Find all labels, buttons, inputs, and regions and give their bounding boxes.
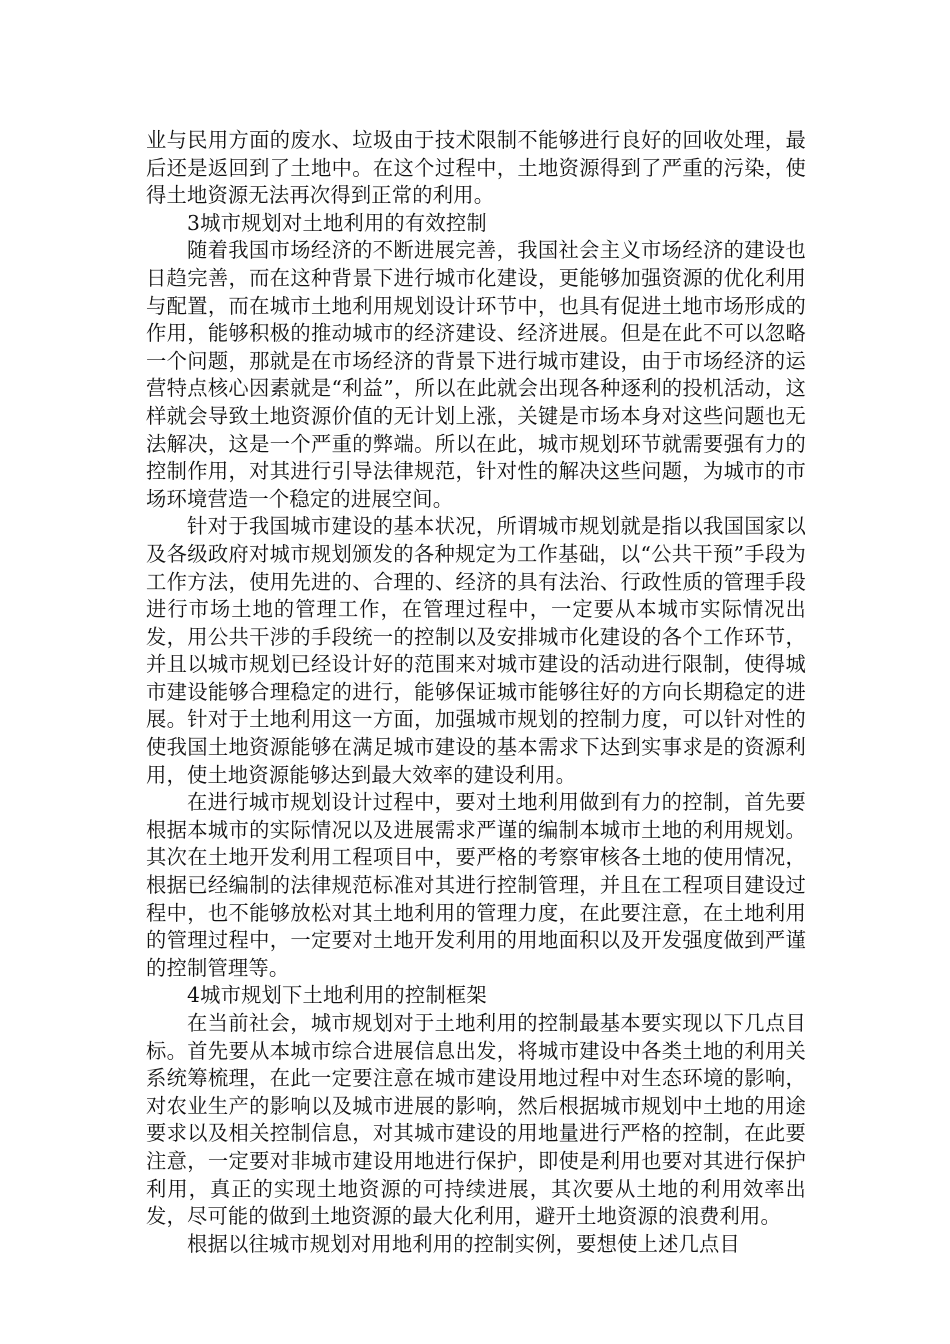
paragraph: 针对于我国城市建设的基本状况，所谓城市规划就是指以我国国家以及各级政府对城市规划颁发的各种规定为工作基础，以“公共干预”手段为工作方法，使用先进的、合理的、经济的具有法治、行政性质的管理手段进行市场土地的管理工作，在管理过程中，一定要从本城市实际情况出发，用公共干涉的手段统一的控制以及安排城市化建设的各个工作环节，并且以城市规划已经设计好的范围来对城市建设的活动进行限制，使得城市建设能够合理稳定的进行，能够保证城市能够往好的方向长期稳定的进展。针对于土地利用这一方面，加强城市规划的控制力度，可以针对性的使我国土地资源能够在满足城市建设的基本需求下达到实事求是的资源利用，使土地资源能够达到最大效率的建设利用。 (146, 514, 806, 787)
section-heading-4: 4城市规划下土地利用的控制框架 (187, 983, 487, 1008)
section-heading-3: 3城市规划对土地利用的有效控制 (187, 210, 487, 235)
paragraph-continuation: 业与民用方面的废水、垃圾由于技术限制不能够进行良好的回收处理，最后还是返回到了土地中。在这个过程中，土地资源得到了严重的污染，使得土地资源无法再次得到正常的利用。 (146, 128, 806, 208)
paragraph: 根据以往城市规划对用地利用的控制实例，要想使上述几点目 (187, 1231, 740, 1256)
paragraph: 在进行城市规划设计过程中，要对土地利用做到有力的控制，首先要根据本城市的实际情况以及进展需求严谨的编制本城市土地的利用规划。其次在土地开发利用工程项目中，要严格的考察审核各土地的使用情况，根据已经编制的法律规范标准对其进行控制管理，并且在工程项目建设过程中，也不能够放松对其土地利用的管理力度，在此要注意，在土地利用的管理过程中，一定要对土地开发利用的用地面积以及开发强度做到严谨的控制管理等。 (146, 790, 806, 980)
paragraph: 在当前社会，城市规划对于土地利用的控制最基本要实现以下几点目标。首先要从本城市综合进展信息出发，将城市建设中各类土地的利用关系统筹梳理，在此一定要注意在城市建设用地过程中对生态环境的影响，对农业生产的影响以及城市进展的影响，然后根据城市规划中土地的用途要求以及相关控制信息，对其城市建设的用地量进行严格的控制，在此要注意，一定要对非城市建设用地进行保护，即使是利用也要对其进行保护利用，真正的实现土地资源的可持续进展，其次要从土地的利用效率出发，尽可能的做到土地资源的最大化利用，避开土地资源的浪费利用。 (146, 1011, 806, 1229)
document-body (146, 127, 806, 1258)
paragraph: 随着我国市场经济的不断进展完善，我国社会主义市场经济的建设也日趋完善，而在这种背景下进行城市化建设，更能够加强资源的优化利用与配置，而在城市土地利用规划设计环节中，也具有促进土地市场形成的作用，能够积极的推动城市的经济建设、经济进展。但是在此不可以忽略一个问题，那就是在市场经济的背景下进行城市建设，由于市场经济的运营特点核心因素就是“利益”，所以在此就会出现各种逐利的投机活动，这样就会导致土地资源价值的无计划上涨，关键是市场本身对这些问题也无法解决，这是一个严重的弊端。所以在此，城市规划环节就需要强有力的控制作用，对其进行引导法律规范，针对性的解决这些问题，为城市的市场环境营造一个稳定的进展空间。 (146, 238, 806, 511)
